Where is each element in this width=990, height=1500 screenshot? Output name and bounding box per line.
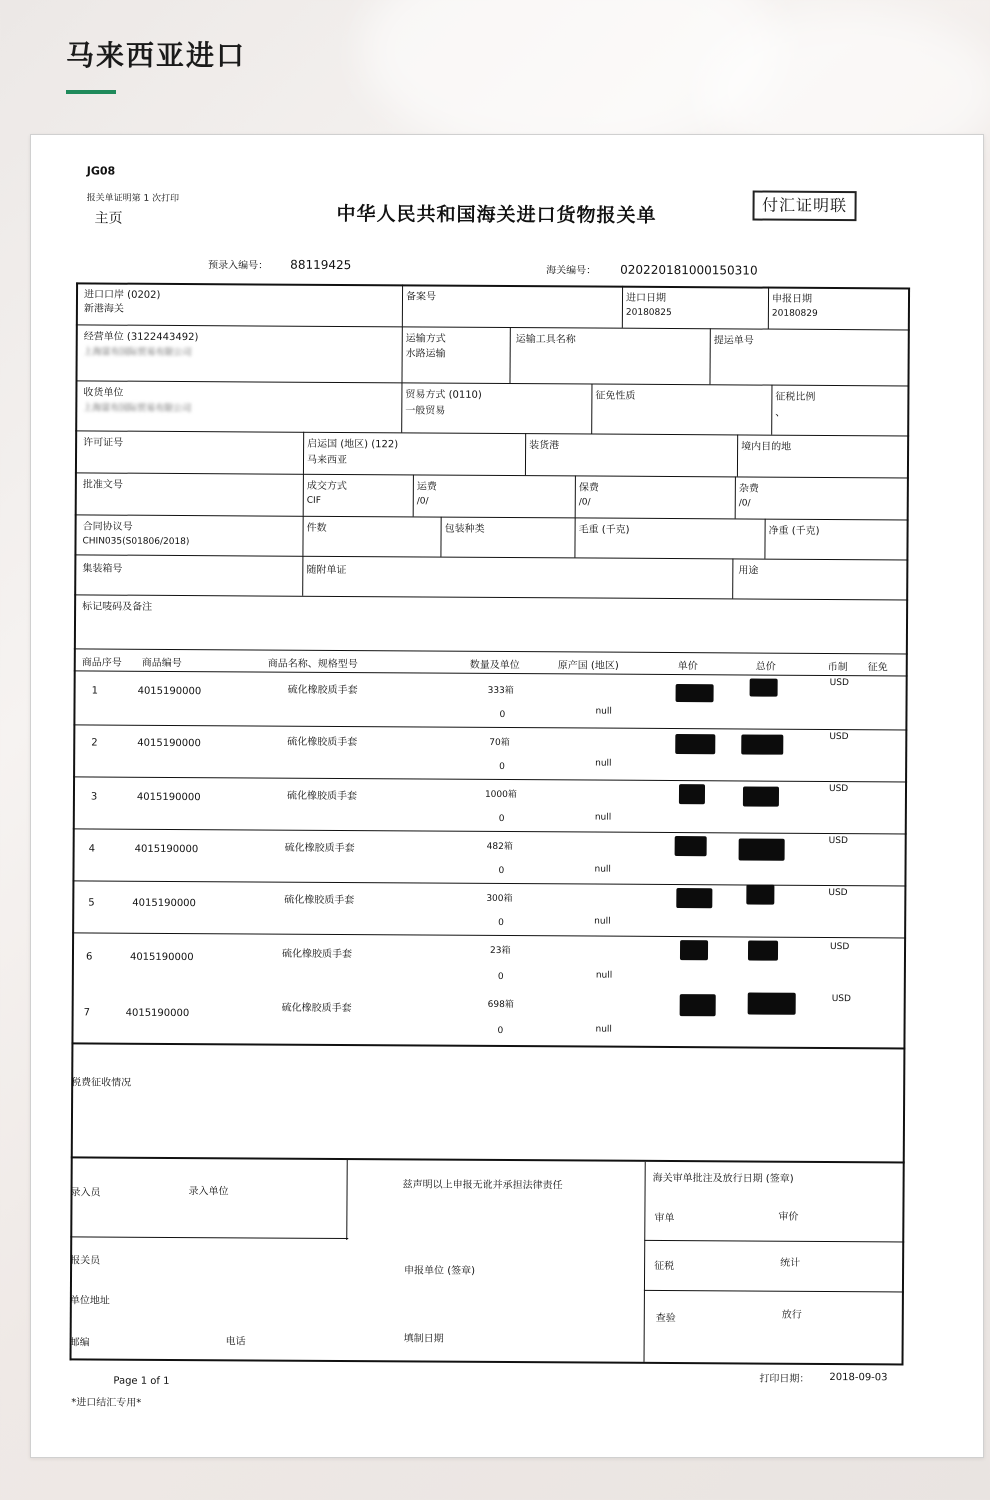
row-line bbox=[73, 828, 907, 834]
cell-line bbox=[574, 517, 575, 557]
misc-fee-value: /0/ bbox=[738, 498, 751, 509]
cell-line bbox=[764, 519, 765, 559]
declare-date-label: 申报日期 bbox=[771, 293, 813, 305]
row-7-no: 7 bbox=[83, 1007, 91, 1019]
consignee-value-blurred: 上海富有国际贸易有限公司 bbox=[83, 403, 192, 415]
row-line bbox=[75, 472, 909, 478]
row-7-origin: null bbox=[595, 1024, 612, 1035]
cell-line bbox=[591, 384, 592, 434]
entry-clerk-label: 录入员 bbox=[70, 1187, 101, 1199]
row-line bbox=[73, 724, 907, 730]
row-6-code: 4015190000 bbox=[129, 951, 194, 964]
cell-line bbox=[771, 385, 772, 435]
row-1-name: 硫化橡胶质手套 bbox=[287, 684, 358, 697]
release-label: 放行 bbox=[781, 1309, 802, 1321]
fill-date-label: 填制日期 bbox=[403, 1333, 444, 1345]
approval-number-label: 批准文号 bbox=[82, 479, 123, 491]
operator-label: 经营单位 (3122443492) bbox=[83, 331, 199, 344]
bill-number-label: 提运单号 bbox=[713, 335, 754, 347]
freight-label: 运费 bbox=[416, 481, 437, 493]
customs-declaration-sheet bbox=[30, 134, 984, 1458]
record-number-label: 备案号 bbox=[405, 291, 437, 303]
cell-line bbox=[302, 556, 303, 596]
cell-line bbox=[401, 326, 402, 382]
cell-line bbox=[622, 286, 623, 328]
form-border bbox=[901, 287, 910, 1365]
col-header-item-no: 商品序号 bbox=[81, 657, 122, 669]
row-line bbox=[74, 554, 908, 560]
row-6-no: 6 bbox=[85, 951, 93, 963]
cell-line bbox=[732, 558, 733, 598]
form-border bbox=[70, 1358, 904, 1365]
row-7-currency: USD bbox=[831, 993, 851, 1005]
page-number: Page 1 of 1 bbox=[113, 1375, 170, 1387]
operator-value-blurred: 上海富有国际贸易有限公司 bbox=[83, 347, 192, 359]
cell-line bbox=[525, 433, 526, 475]
page-title: 马来西亚进口 bbox=[66, 39, 247, 72]
packing-type-label: 包装种类 bbox=[444, 523, 485, 535]
cell-line bbox=[737, 434, 738, 476]
row-1-no: 1 bbox=[91, 685, 99, 697]
import-date-value: 20180825 bbox=[625, 307, 672, 319]
deal-mode-value: CIF bbox=[306, 495, 321, 506]
row-1-qty: 333箱 bbox=[487, 685, 514, 697]
cell-line bbox=[302, 516, 303, 556]
declare-unit-label: 申报单位 (签章) bbox=[404, 1265, 476, 1277]
transport-mode-label: 运输方式 bbox=[405, 333, 446, 345]
row-line bbox=[75, 430, 909, 436]
declaration-statement: 兹声明以上申报无讹并承担法律责任 bbox=[402, 1179, 563, 1192]
tax-ratio-label: 征税比例 bbox=[775, 391, 816, 403]
row-3-qty2: 0 bbox=[498, 813, 505, 824]
redaction-unit-price bbox=[676, 684, 714, 702]
print-date-label: 打印日期： bbox=[759, 1373, 810, 1385]
col-header-currency: 币制 bbox=[827, 661, 848, 674]
row-line bbox=[74, 594, 908, 600]
destination-label: 境内目的地 bbox=[741, 441, 792, 453]
row-4-no: 4 bbox=[88, 843, 96, 855]
row-line bbox=[644, 1240, 904, 1243]
tax-levy-label: 征税 bbox=[654, 1260, 675, 1273]
col-header-total-price: 总价 bbox=[755, 661, 776, 673]
row-6-origin: null bbox=[595, 970, 613, 981]
redaction-unit-price bbox=[680, 994, 716, 1016]
row-line bbox=[75, 380, 909, 386]
row-7-qty: 698箱 bbox=[487, 999, 514, 1011]
cell-line bbox=[401, 382, 402, 432]
vehicle-name-label: 运输工具名称 bbox=[515, 334, 576, 346]
cell-line bbox=[735, 476, 736, 518]
unit-address-label: 单位地址 bbox=[69, 1295, 110, 1307]
net-weight-label: 净重 (千克) bbox=[768, 525, 820, 537]
transport-mode-value: 水路运输 bbox=[405, 348, 446, 360]
trade-mode-label: 贸易方式 (0110) bbox=[405, 389, 482, 401]
row-5-no: 5 bbox=[88, 897, 95, 909]
row-5-qty2: 0 bbox=[498, 917, 504, 928]
import-port-label: 进口口岸 (0202) bbox=[83, 289, 161, 301]
row-7-code: 4015190000 bbox=[125, 1007, 190, 1020]
row-6-qty: 23箱 bbox=[489, 945, 511, 957]
row-2-code: 4015190000 bbox=[137, 737, 201, 750]
customs-number: 020220181000150310 bbox=[620, 262, 758, 278]
row-5-name: 硫化橡胶质手套 bbox=[284, 894, 355, 907]
redaction-total-price bbox=[739, 838, 785, 860]
row-5-code: 4015190000 bbox=[132, 897, 196, 910]
gross-weight-label: 毛重 (千克) bbox=[578, 524, 630, 536]
col-header-quantity: 数量及单位 bbox=[469, 659, 520, 672]
row-line bbox=[73, 776, 907, 782]
redaction-total-price bbox=[748, 992, 796, 1014]
cell-line bbox=[709, 328, 710, 384]
payment-certificate-stamp: 付汇证明联 bbox=[752, 191, 856, 222]
customs-approval-label: 海关审单批注及放行日期 (签章) bbox=[652, 1172, 794, 1185]
row-2-no: 2 bbox=[91, 737, 98, 749]
special-use-note: *进口结汇专用* bbox=[71, 1397, 142, 1409]
row-6-currency: USD bbox=[830, 941, 850, 953]
tax-collection-label: 税费征收情况 bbox=[71, 1077, 132, 1089]
row-line bbox=[76, 324, 910, 330]
row-3-qty: 1000箱 bbox=[484, 789, 517, 801]
row-7-name: 硫化橡胶质手套 bbox=[281, 1002, 352, 1015]
origin-country-label: 启运国 (地区) (122) bbox=[307, 438, 399, 451]
form-border bbox=[76, 282, 910, 289]
row-2-origin: null bbox=[595, 758, 612, 769]
row-4-qty: 482箱 bbox=[486, 841, 513, 853]
row-3-origin: null bbox=[594, 812, 612, 823]
customs-number-label: 海关编号： bbox=[546, 265, 597, 277]
title-underline bbox=[66, 90, 116, 94]
cell-line bbox=[644, 1162, 646, 1362]
row-4-currency: USD bbox=[828, 835, 848, 847]
cell-line bbox=[413, 474, 414, 516]
import-port-value: 新港海关 bbox=[83, 303, 124, 315]
declaration-form bbox=[23, 132, 983, 1460]
row-5-origin: null bbox=[594, 916, 611, 927]
redaction-total-price bbox=[750, 678, 778, 696]
row-5-currency: USD bbox=[828, 887, 848, 899]
cell-line bbox=[402, 284, 403, 326]
col-header-origin: 原产国 (地区) bbox=[557, 660, 619, 672]
redaction-unit-price bbox=[675, 734, 715, 754]
row-6-qty2: 0 bbox=[497, 971, 504, 982]
row-line bbox=[71, 1156, 905, 1163]
row-line bbox=[74, 648, 908, 654]
row-1-code: 4015190000 bbox=[137, 685, 202, 698]
row-4-qty2: 0 bbox=[498, 865, 505, 876]
attached-documents-label: 随附单证 bbox=[306, 564, 347, 577]
row-line bbox=[72, 932, 906, 938]
cell-line bbox=[768, 287, 769, 329]
trade-mode-value: 一般贸易 bbox=[405, 405, 446, 417]
row-1-origin: null bbox=[595, 706, 612, 717]
pieces-label: 件数 bbox=[306, 522, 327, 534]
row-3-currency: USD bbox=[828, 783, 849, 795]
freight-value: /0/ bbox=[416, 496, 429, 507]
statistics-label: 统计 bbox=[780, 1257, 801, 1269]
form-code: JG08 bbox=[86, 164, 116, 178]
col-header-unit-price: 单价 bbox=[677, 661, 698, 673]
consignee-label: 收货单位 bbox=[83, 387, 124, 399]
usage-label: 用途 bbox=[738, 565, 759, 577]
row-2-currency: USD bbox=[829, 731, 849, 743]
price-review-label: 审价 bbox=[778, 1211, 799, 1223]
redaction-total-price bbox=[741, 734, 783, 754]
declare-date-value: 20180829 bbox=[771, 308, 818, 319]
exemption-label: 征免性质 bbox=[595, 390, 636, 402]
entry-unit-label: 录入单位 bbox=[188, 1186, 229, 1198]
origin-country-value: 马来西亚 bbox=[306, 454, 348, 467]
cell-line bbox=[575, 475, 576, 517]
phone-label: 电话 bbox=[225, 1336, 246, 1348]
row-line bbox=[75, 514, 909, 520]
pre-entry-label: 预录入编号： bbox=[208, 260, 269, 272]
insurance-label: 保费 bbox=[578, 482, 599, 494]
row-line bbox=[72, 880, 906, 886]
pre-entry-number: 88119425 bbox=[290, 257, 352, 273]
row-3-code: 4015190000 bbox=[136, 791, 201, 804]
redaction-total-price bbox=[746, 884, 774, 904]
cell-line bbox=[440, 517, 441, 557]
col-header-name-spec: 商品名称、规格型号 bbox=[267, 658, 358, 671]
redaction-total-price bbox=[748, 940, 778, 960]
col-header-exemption: 征免 bbox=[867, 662, 888, 674]
row-2-name: 硫化橡胶质手套 bbox=[287, 736, 358, 749]
contract-number-label: 合同协议号 bbox=[82, 521, 133, 533]
redaction-unit-price bbox=[676, 888, 712, 908]
cell-line bbox=[303, 474, 304, 516]
postcode-label: 邮编 bbox=[69, 1337, 90, 1349]
cell-line bbox=[303, 432, 304, 474]
broker-label: 报关员 bbox=[70, 1255, 101, 1267]
misc-fee-label: 杂费 bbox=[738, 483, 759, 495]
row-1-qty2: 0 bbox=[499, 709, 506, 720]
marks-remarks-label: 标记唛码及备注 bbox=[82, 601, 153, 613]
row-4-name: 硫化橡胶质手套 bbox=[284, 842, 355, 855]
row-5-qty: 300箱 bbox=[486, 893, 513, 905]
row-3-no: 3 bbox=[90, 791, 98, 803]
container-number-label: 集装箱号 bbox=[82, 563, 123, 575]
cell-line bbox=[346, 1160, 347, 1240]
inspection-label: 查验 bbox=[655, 1312, 676, 1325]
print-date-value: 2018-09-03 bbox=[829, 1371, 888, 1384]
contract-number-value: CHIN035(S01806/2018) bbox=[82, 536, 190, 548]
row-1-currency: USD bbox=[829, 677, 849, 689]
print-count-note: 报关单证明第 1 次打印 bbox=[86, 193, 180, 204]
loading-port-label: 装货港 bbox=[529, 440, 560, 452]
row-2-qty2: 0 bbox=[499, 761, 505, 772]
license-label: 许可证号 bbox=[83, 437, 124, 449]
home-label: 主页 bbox=[94, 210, 123, 227]
redaction-unit-price bbox=[675, 836, 707, 856]
deal-mode-label: 成交方式 bbox=[306, 480, 347, 493]
col-header-code: 商品编号 bbox=[141, 657, 182, 670]
insurance-value: /0/ bbox=[578, 497, 591, 508]
row-6-name: 硫化橡胶质手套 bbox=[281, 948, 353, 961]
review-label: 审单 bbox=[654, 1212, 675, 1225]
cell-line bbox=[509, 327, 510, 383]
document-title: 中华人民共和国海关进口货物报关单 bbox=[336, 202, 657, 227]
import-date-label: 进口日期 bbox=[625, 292, 667, 304]
row-7-qty2: 0 bbox=[497, 1025, 504, 1036]
tax-ratio-value: 、 bbox=[775, 407, 786, 419]
row-4-code: 4015190000 bbox=[134, 843, 199, 856]
redaction-total-price bbox=[743, 786, 779, 806]
row-line bbox=[71, 1042, 905, 1049]
row-3-name: 硫化橡胶质手套 bbox=[286, 790, 357, 803]
row-line bbox=[644, 1290, 904, 1293]
row-2-qty: 70箱 bbox=[489, 737, 510, 749]
redaction-unit-price bbox=[679, 784, 705, 804]
row-4-origin: null bbox=[594, 864, 611, 875]
row-line bbox=[70, 1236, 348, 1239]
redaction-unit-price bbox=[680, 940, 708, 960]
